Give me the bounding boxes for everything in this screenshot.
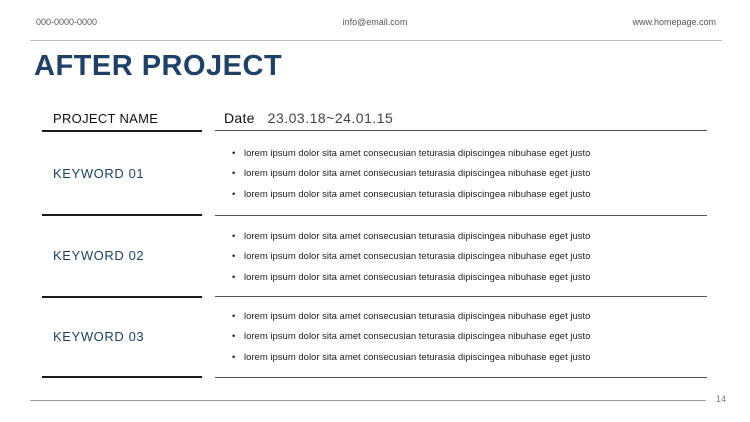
keyword-01: KEYWORD 01 [53, 166, 145, 181]
header-rule-right [215, 130, 707, 131]
footer-divider [30, 400, 706, 401]
bullet-icon: • [232, 168, 236, 180]
bullet-list-02 [232, 230, 590, 291]
page-title: AFTER PROJECT [34, 50, 283, 82]
keyword-02: KEYWORD 02 [53, 248, 145, 263]
list-item: • lorem ipsum dolor sita amet consecusian teturasia dipiscingea nibuhase eget justo [232, 351, 591, 363]
header-email: info@email.com [342, 17, 408, 27]
row-rule-left [42, 296, 202, 298]
bullet-icon: • [232, 188, 236, 200]
row-rule-left [42, 214, 202, 216]
bullet-icon: • [232, 311, 236, 322]
date-label: Date [224, 110, 255, 126]
bullet-icon: • [232, 251, 236, 263]
row-rule-right [215, 215, 707, 216]
list-item: • lorem ipsum dolor sita amet consecusian teturasia dipiscingea nibuhase eget justo [232, 251, 591, 263]
list-item: • lorem ipsum dolor sita amet consecusian teturasia dipiscingea nibuhase eget justo [232, 271, 591, 283]
bullet-icon: • [232, 331, 236, 343]
header-rule-left [42, 130, 202, 132]
bullet-icon: • [232, 271, 236, 283]
date-value: 23.03.18~24.01.15 [267, 110, 394, 126]
bullet-list-01 [232, 147, 590, 208]
bullet-list-03 [232, 310, 590, 371]
project-name-label: PROJECT NAME [53, 111, 159, 126]
bullet-icon: • [232, 231, 236, 242]
row-rule-right [215, 296, 707, 297]
list-item: • lorem ipsum dolor sita amet consecusian teturasia dipiscingea nibuhase eget justo [232, 168, 591, 180]
row-rule-left [42, 376, 202, 378]
list-item: • lorem ipsum dolor sita amet consecusian teturasia dipiscingea nibuhase eget justo [232, 311, 591, 322]
list-item: • lorem ipsum dolor sita amet consecusian teturasia dipiscingea nibuhase eget justo [232, 231, 591, 242]
header-website: www.homepage.com [632, 17, 716, 27]
row-rule-right [215, 377, 707, 378]
keyword-03: KEYWORD 03 [53, 329, 145, 344]
date-field [224, 110, 393, 126]
header-divider [30, 40, 722, 41]
header-phone: 000-0000-0000 [36, 17, 98, 27]
list-item: • lorem ipsum dolor sita amet consecusian teturasia dipiscingea nibuhase eget justo [232, 331, 591, 343]
page-number: 14 [716, 394, 727, 404]
bullet-icon: • [232, 148, 236, 159]
bullet-icon: • [232, 351, 236, 363]
list-item: • lorem ipsum dolor sita amet consecusian teturasia dipiscingea nibuhase eget justo [232, 188, 591, 200]
list-item: • lorem ipsum dolor sita amet consecusian teturasia dipiscingea nibuhase eget justo [232, 148, 591, 159]
